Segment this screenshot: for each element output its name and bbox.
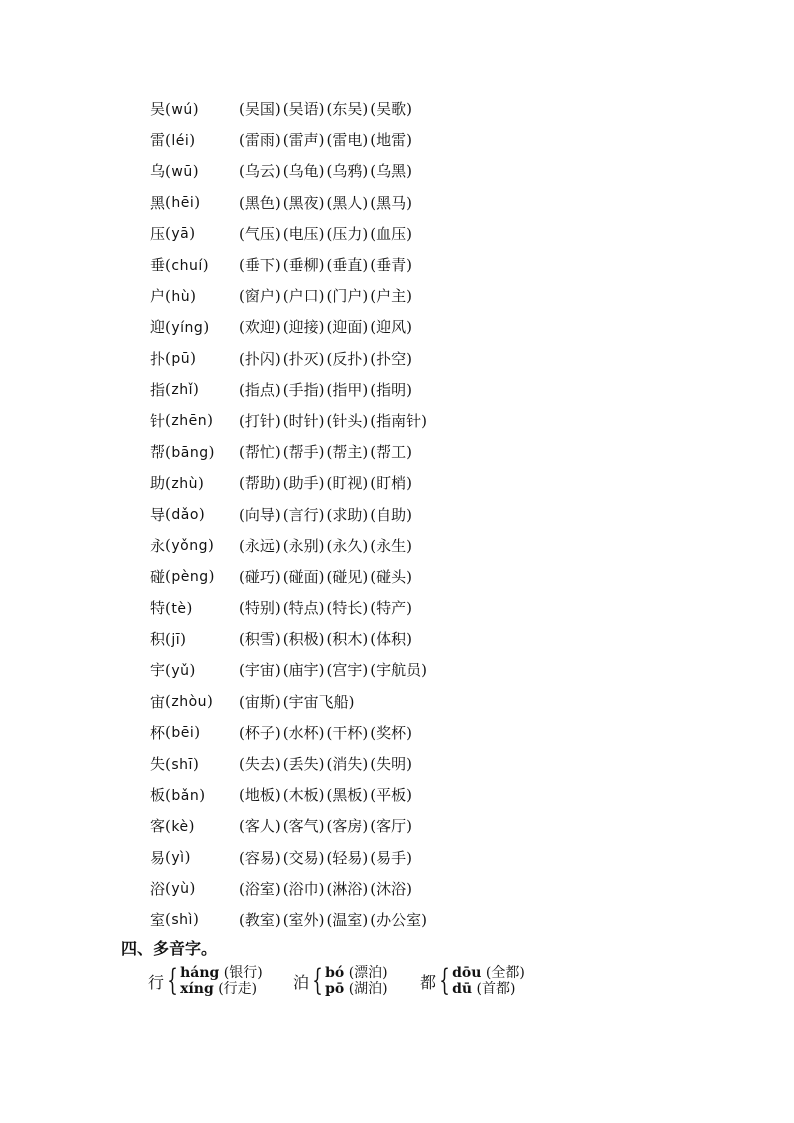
reading-pinyin: dū	[452, 981, 473, 997]
vocab-word: ( 室外 )	[283, 909, 325, 930]
vocab-word: ( 吴语 )	[283, 98, 325, 119]
vocab-row	[150, 311, 429, 342]
reading-pinyin: háng	[180, 965, 220, 981]
vocab-character: 助	[150, 474, 166, 493]
vocab-word: ( 永久 )	[326, 535, 368, 556]
vocab-word: ( 杯子 )	[239, 722, 281, 743]
vocab-word: ( 助手 )	[283, 472, 325, 493]
vocab-word: ( 交易 )	[283, 847, 325, 868]
vocab-pinyin-text: jī	[171, 631, 181, 648]
vocab-word: ( 淋浴 )	[326, 878, 368, 899]
vocab-character: 积	[150, 630, 166, 649]
vocab-pinyin: (kè)	[165, 816, 195, 835]
reading-example: ( 行走 )	[214, 981, 257, 997]
vocab-word: ( 轻易 )	[326, 847, 368, 868]
polyphone-reading	[180, 981, 263, 997]
vocab-word: ( 求助 )	[326, 504, 368, 525]
vocab-character: 黑	[150, 193, 166, 212]
vocab-word: ( 碰见 )	[326, 566, 368, 587]
vocab-word: ( 永生 )	[370, 535, 412, 556]
vocab-character: 扑	[150, 349, 166, 368]
vocab-pinyin-text: wú	[171, 101, 193, 118]
vocab-word: ( 丢失 )	[283, 753, 325, 774]
vocab-pinyin: (léi)	[165, 130, 196, 149]
vocab-word: ( 户口 )	[283, 285, 325, 306]
vocab-pinyin: (wú)	[165, 99, 200, 118]
vocab-character: 帮	[150, 443, 166, 462]
polyphone-character: 行	[148, 972, 165, 992]
polyphone-reading	[180, 965, 263, 981]
vocab-row	[150, 280, 429, 311]
vocab-pinyin: (zhòu)	[165, 692, 214, 711]
vocab-pinyin: (zhù)	[165, 473, 205, 492]
polyphone-reading	[325, 981, 388, 997]
vocab-character: 指	[150, 380, 166, 399]
vocab-word: ( 易手 )	[370, 847, 412, 868]
vocab-row	[150, 93, 429, 124]
vocab-word: ( 迎面 )	[326, 316, 368, 337]
vocab-pinyin-text: yù	[171, 881, 190, 898]
polyphone-character: 都	[420, 972, 437, 992]
brace-icon: {	[167, 963, 178, 998]
vocab-character: 导	[150, 505, 166, 524]
vocab-pinyin: (dǎo)	[165, 505, 206, 524]
polyphone-entry	[420, 965, 525, 997]
vocab-character: 宇	[150, 661, 166, 680]
vocab-word: ( 反扑 )	[326, 348, 368, 369]
vocab-character: 迎	[150, 318, 166, 337]
vocab-word: ( 乌龟 )	[283, 160, 325, 181]
vocab-word: ( 木板 )	[283, 784, 325, 805]
vocab-word: ( 失去 )	[239, 753, 281, 774]
vocab-pinyin-text: shī	[171, 756, 193, 773]
vocab-row	[150, 779, 429, 810]
vocab-pinyin: (bǎn)	[165, 785, 206, 804]
reading-example: ( 银行 )	[219, 965, 262, 981]
vocab-pinyin-text: tè	[171, 600, 187, 617]
vocab-row	[150, 810, 429, 841]
vocab-character: 失	[150, 755, 166, 774]
vocab-pinyin: (yíng)	[165, 317, 210, 336]
vocab-pinyin-text: zhù	[171, 475, 198, 492]
polyphone-entry	[293, 965, 388, 997]
vocab-pinyin: (yù)	[165, 879, 196, 898]
vocab-character: 雷	[150, 131, 166, 150]
vocab-word: ( 雷声 )	[283, 129, 325, 150]
vocab-character: 特	[150, 599, 166, 618]
vocab-word: ( 地板 )	[239, 784, 281, 805]
brace-icon: {	[312, 963, 323, 998]
vocab-pinyin-text: zhēn	[171, 413, 208, 430]
vocab-word: ( 积木 )	[326, 628, 368, 649]
vocab-character: 户	[150, 287, 166, 306]
section-title: 四、多音字。	[121, 939, 218, 958]
vocab-word: ( 压力 )	[326, 223, 368, 244]
reading-example: ( 首都 )	[472, 981, 515, 997]
vocab-row	[150, 187, 429, 218]
vocab-pinyin-text: hēi	[171, 195, 195, 212]
vocab-pinyin: (pèng)	[165, 567, 215, 586]
vocab-pinyin: (zhēn)	[165, 411, 214, 430]
vocab-word: ( 指点 )	[239, 379, 281, 400]
vocab-word: ( 门户 )	[326, 285, 368, 306]
vocab-row	[150, 654, 429, 685]
vocab-word: ( 乌黑 )	[370, 160, 412, 181]
vocab-pinyin-text: yǔ	[171, 662, 190, 679]
reading-example: ( 全都 )	[481, 965, 524, 981]
vocab-character: 室	[150, 910, 166, 929]
vocab-word: ( 向导 )	[239, 504, 281, 525]
vocab-word: ( 浴室 )	[239, 878, 281, 899]
vocabulary-list	[150, 93, 429, 935]
vocab-character: 客	[150, 817, 166, 836]
vocab-pinyin-text: bēi	[171, 725, 195, 742]
brace-icon: {	[439, 963, 450, 998]
vocab-word: ( 宫宇 )	[326, 659, 368, 680]
vocab-pinyin: (shì)	[165, 910, 200, 929]
vocab-word: ( 客气 )	[283, 815, 325, 836]
vocab-row	[150, 498, 429, 529]
vocab-word: ( 宇宙 )	[239, 659, 281, 680]
reading-pinyin: xíng	[180, 981, 214, 997]
vocab-word: ( 平板 )	[370, 784, 412, 805]
vocab-word: ( 指南针 )	[370, 410, 427, 431]
vocab-word: ( 黑马 )	[370, 192, 412, 213]
vocab-character: 宙	[150, 692, 166, 711]
vocab-pinyin: (bāng)	[165, 442, 215, 461]
vocab-pinyin: (yì)	[165, 848, 191, 867]
vocab-word: ( 乌鸦 )	[326, 160, 368, 181]
reading-example: ( 漂泊 )	[344, 965, 387, 981]
vocab-word: ( 帮忙 )	[239, 441, 281, 462]
vocab-pinyin-text: yì	[171, 850, 185, 867]
reading-pinyin: pō	[325, 981, 345, 997]
vocab-pinyin: (hù)	[165, 286, 197, 305]
vocab-row	[150, 343, 429, 374]
vocab-word: ( 扑空 )	[370, 348, 412, 369]
vocab-pinyin-text: léi	[171, 132, 190, 149]
vocab-pinyin: (yǔ)	[165, 660, 196, 679]
vocab-word: ( 雷电 )	[326, 129, 368, 150]
vocab-word: ( 客人 )	[239, 815, 281, 836]
vocab-character: 板	[150, 786, 166, 805]
polyphone-character: 泊	[293, 972, 310, 992]
vocab-word: ( 碰头 )	[370, 566, 412, 587]
vocab-word: ( 永别 )	[283, 535, 325, 556]
vocab-word: ( 客厅 )	[370, 815, 412, 836]
vocab-word: ( 东吴 )	[326, 98, 368, 119]
vocab-word: ( 容易 )	[239, 847, 281, 868]
vocab-word: ( 特长 )	[326, 597, 368, 618]
vocab-word: ( 庙宇 )	[283, 659, 325, 680]
vocab-row	[150, 530, 429, 561]
vocab-word: ( 迎风 )	[370, 316, 412, 337]
reading-pinyin: dōu	[452, 965, 482, 981]
vocab-word: ( 盯梢 )	[370, 472, 412, 493]
vocab-character: 垂	[150, 256, 166, 275]
vocab-word: ( 帮主 )	[326, 441, 368, 462]
vocab-word: ( 沐浴 )	[370, 878, 412, 899]
vocab-word: ( 乌云 )	[239, 160, 281, 181]
vocab-word: ( 欢迎 )	[239, 316, 281, 337]
vocab-word: ( 教室 )	[239, 909, 281, 930]
vocab-pinyin-text: yā	[171, 226, 190, 243]
vocab-row	[150, 467, 429, 498]
vocab-pinyin: (chuí)	[165, 255, 210, 274]
vocab-row	[150, 124, 429, 155]
vocab-pinyin-text: shì	[171, 912, 193, 929]
vocab-word: ( 帮助 )	[239, 472, 281, 493]
vocab-character: 针	[150, 411, 166, 430]
vocab-pinyin: (bēi)	[165, 723, 201, 742]
vocab-word: ( 垂直 )	[326, 254, 368, 275]
vocab-row	[150, 374, 429, 405]
vocab-row	[150, 842, 429, 873]
vocab-row	[150, 748, 429, 779]
vocab-word: ( 气压 )	[239, 223, 281, 244]
vocab-word: ( 干杯 )	[326, 722, 368, 743]
vocab-pinyin-text: kè	[171, 818, 189, 835]
vocab-pinyin-text: yíng	[171, 319, 204, 336]
vocab-word: ( 宇宙飞船 )	[283, 691, 355, 712]
vocab-word: ( 吴国 )	[239, 98, 281, 119]
vocab-word: ( 迎接 )	[283, 316, 325, 337]
vocab-word: ( 垂青 )	[370, 254, 412, 275]
polyphone-reading	[452, 981, 525, 997]
vocab-word: ( 帮手 )	[283, 441, 325, 462]
vocab-pinyin: (jī)	[165, 629, 187, 648]
vocab-word: ( 积极 )	[283, 628, 325, 649]
vocab-word: ( 消失 )	[326, 753, 368, 774]
vocab-pinyin-text: pèng	[171, 569, 209, 586]
reading-example: ( 湖泊 )	[344, 981, 387, 997]
vocab-word: ( 浴巾 )	[283, 878, 325, 899]
vocab-word: ( 宙斯 )	[239, 691, 281, 712]
vocab-pinyin-text: bāng	[171, 444, 209, 461]
vocab-word: ( 指明 )	[370, 379, 412, 400]
vocab-row	[150, 561, 429, 592]
vocab-word: ( 雷雨 )	[239, 129, 281, 150]
vocab-word: ( 言行 )	[283, 504, 325, 525]
vocab-word: ( 客房 )	[326, 815, 368, 836]
vocab-pinyin: (pū)	[165, 349, 197, 368]
vocab-pinyin: (wū)	[165, 161, 200, 180]
vocab-row	[150, 717, 429, 748]
vocab-word: ( 特产 )	[370, 597, 412, 618]
vocab-pinyin-text: yǒng	[171, 538, 208, 555]
vocab-row	[150, 218, 429, 249]
vocab-word: ( 电压 )	[283, 223, 325, 244]
vocab-pinyin-text: hù	[171, 288, 191, 305]
vocab-row	[150, 873, 429, 904]
vocab-word: ( 窗户 )	[239, 285, 281, 306]
vocab-character: 乌	[150, 162, 166, 181]
vocab-row	[150, 155, 429, 186]
vocab-pinyin: (zhǐ)	[165, 380, 200, 399]
vocab-pinyin: (tè)	[165, 598, 193, 617]
vocab-pinyin: (shī)	[165, 754, 200, 773]
polyphone-reading	[452, 965, 525, 981]
vocab-word: ( 奖杯 )	[370, 722, 412, 743]
vocab-word: ( 指甲 )	[326, 379, 368, 400]
vocab-word: ( 黑夜 )	[283, 192, 325, 213]
vocab-word: ( 黑人 )	[326, 192, 368, 213]
vocab-pinyin-text: zhǐ	[171, 382, 193, 399]
vocab-word: ( 户主 )	[370, 285, 412, 306]
vocab-pinyin: (hēi)	[165, 193, 201, 212]
vocab-character: 压	[150, 224, 166, 243]
vocab-row	[150, 686, 429, 717]
vocab-word: ( 体积 )	[370, 628, 412, 649]
vocab-word: ( 水杯 )	[283, 722, 325, 743]
vocab-pinyin: (yā)	[165, 224, 196, 243]
vocab-word: ( 办公室 )	[370, 909, 427, 930]
vocab-word: ( 温室 )	[326, 909, 368, 930]
vocab-word: ( 黑板 )	[326, 784, 368, 805]
vocab-word: ( 打针 )	[239, 410, 281, 431]
vocab-pinyin-text: chuí	[171, 257, 203, 274]
vocab-row	[150, 623, 429, 654]
vocab-character: 永	[150, 536, 166, 555]
vocab-word: ( 垂柳 )	[283, 254, 325, 275]
vocab-row	[150, 904, 429, 935]
vocab-word: ( 吴歌 )	[370, 98, 412, 119]
vocab-word: ( 时针 )	[283, 410, 325, 431]
vocab-pinyin: (yǒng)	[165, 536, 215, 555]
vocab-word: ( 碰面 )	[283, 566, 325, 587]
vocab-character: 易	[150, 848, 166, 867]
vocab-word: ( 永远 )	[239, 535, 281, 556]
vocab-word: ( 扑闪 )	[239, 348, 281, 369]
polyphone-entry	[148, 965, 263, 997]
vocab-word: ( 手指 )	[283, 379, 325, 400]
polyphone-reading	[325, 965, 388, 981]
vocab-row	[150, 405, 429, 436]
vocab-pinyin-text: bǎn	[171, 787, 200, 804]
vocab-word: ( 积雪 )	[239, 628, 281, 649]
vocab-pinyin-text: zhòu	[171, 694, 208, 711]
vocab-character: 杯	[150, 723, 166, 742]
vocab-word: ( 特点 )	[283, 597, 325, 618]
vocab-character: 浴	[150, 879, 166, 898]
vocab-word: ( 针头 )	[326, 410, 368, 431]
vocab-character: 碰	[150, 567, 166, 586]
reading-pinyin: bó	[325, 965, 345, 981]
vocab-word: ( 黑色 )	[239, 192, 281, 213]
vocab-pinyin-text: wū	[171, 163, 193, 180]
vocab-character: 吴	[150, 100, 166, 119]
vocab-word: ( 垂下 )	[239, 254, 281, 275]
vocab-word: ( 血压 )	[370, 223, 412, 244]
vocab-word: ( 帮工 )	[370, 441, 412, 462]
vocab-word: ( 宇航员 )	[370, 659, 427, 680]
vocab-word: ( 自助 )	[370, 504, 412, 525]
vocab-word: ( 扑灭 )	[283, 348, 325, 369]
vocab-word: ( 特别 )	[239, 597, 281, 618]
vocab-row	[150, 436, 429, 467]
vocab-word: ( 盯视 )	[326, 472, 368, 493]
vocab-word: ( 失明 )	[370, 753, 412, 774]
vocab-word: ( 地雷 )	[370, 129, 412, 150]
vocab-row	[150, 249, 429, 280]
vocab-word: ( 碰巧 )	[239, 566, 281, 587]
vocab-pinyin-text: dǎo	[171, 507, 199, 524]
vocab-pinyin-text: pū	[171, 351, 191, 368]
vocab-row	[150, 592, 429, 623]
